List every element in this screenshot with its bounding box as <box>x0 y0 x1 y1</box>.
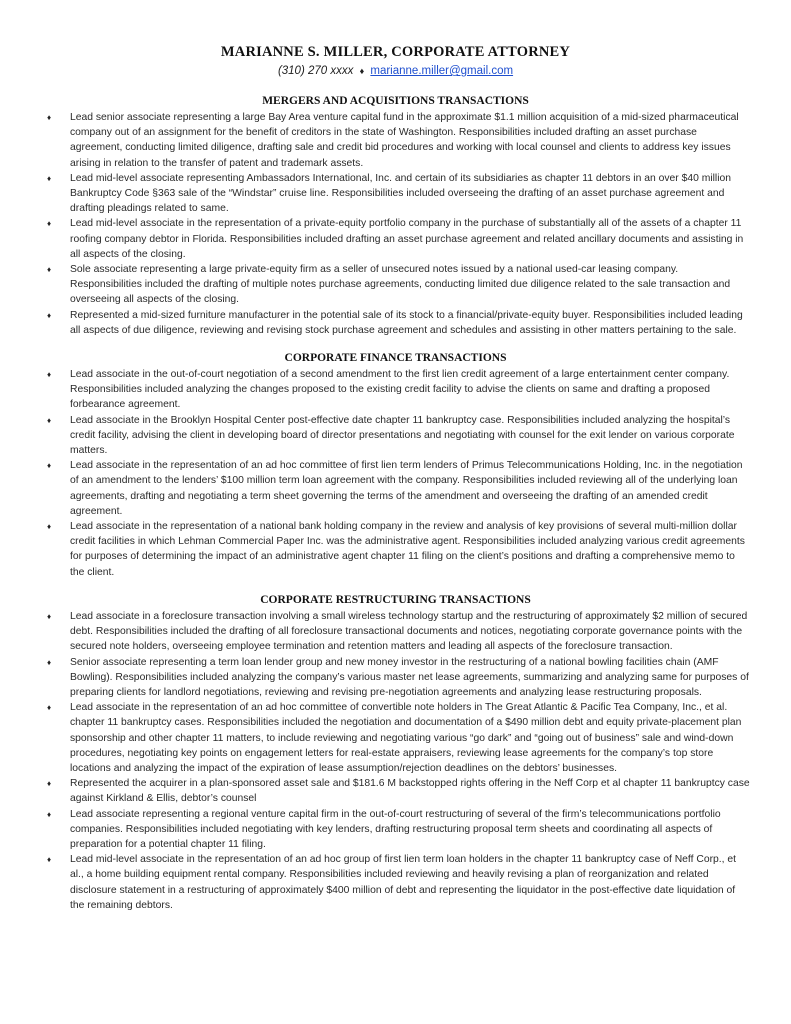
diamond-bullet-icon: ♦ <box>47 310 52 320</box>
email-link[interactable]: marianne.miller@gmail.com <box>370 65 514 77</box>
list-item <box>40 110 751 171</box>
diamond-bullet-icon: ♦ <box>47 461 52 471</box>
list-item-text: Lead mid-level associate representing Ambassadors International, Inc. and certain of its subsidiaries as chapter 11 debtors in an over $40 million Bankruptcy Code §363 sale of the “Windstar” cruise line. Responsibilities included overseeing the drafting of an asset purchase agreement and drafting pleadings related to same. <box>70 172 732 215</box>
list-item-text: Lead mid-level associate in the representation of a private-equity portfolio company in the purchase of substantially all of the assets of a chapter 11 roofing company debtor in Florida. Responsibilities included drafting an asset purchase agreement and related ancillary documents and assisting in all aspects of the closing. <box>70 218 744 260</box>
list-item <box>40 655 751 701</box>
list-item-text: Lead associate representing a regional venture capital firm in the out-of-court restructuring of several of the firm’s telecommunications portfolio companies. Responsibilities included negotiating with key lenders, drafting restructuring proposal term sheets and coordinating all aspects of preparation for a potential chapter 11 filing. <box>70 808 721 850</box>
list-item <box>40 519 751 580</box>
list-item <box>40 262 751 308</box>
list-item-text: Lead associate in the representation of a national bank holding company in the review and analysis of key provisions of several multi-million dollar credit facilities in which Lehman Commercial Paper Inc. was the administrative agent. Responsibilities included analyzing various credit agreements for purposes of determining the impact of an administrative agent chapter 11 filing on the client’s positions and drafting a comprehensive memo to the client. <box>70 521 745 578</box>
list-item <box>40 609 751 655</box>
list-item <box>40 171 751 217</box>
list-item-text: Lead mid-level associate in the representation of an ad hoc group of first lien term loan holders in the chapter 11 bankruptcy case of Neff Corp., et al., a home building equipment rental company. Responsibilities included reviewing and heavily revising a plan of reorganization and related disclosure statement in a restructuring of approximately $400 million of debt and representing the liquidator in the post-effective date liquidation of the remaining debtors. <box>70 854 737 911</box>
list-item-text: Represented a mid-sized furniture manufacturer in the potential sale of its stock to a financial/private-equity buyer. Responsibilities included leading all aspects of due diligence, reviewing and revising stock purchase agreement and schedules and assisting in other matters pertaining to the sale. <box>70 309 743 336</box>
diamond-bullet-icon: ♦ <box>47 809 52 819</box>
list-item <box>40 807 751 853</box>
section-title: CORPORATE RESTRUCTURING TRANSACTIONS <box>260 593 531 606</box>
list-item-text: Senior associate representing a term loan lender group and new money investor in the restructuring of a national bowling facilities chain (AMF Bowling). Responsibilities included analyzing the company’s various master net lease agreements, summarizing and analyzing same for purposes of preparing clients for landlord negotiations, reviewing and revising pre-negotiation agreements and analyzing lease restructuring proposals. <box>70 656 749 698</box>
diamond-bullet-icon: ♦ <box>47 522 52 532</box>
sections-container <box>40 95 751 913</box>
diamond-bullet-icon: ♦ <box>47 415 52 425</box>
phone-number: (310) 270 xxxx <box>277 65 354 77</box>
list-item-text: Lead senior associate representing a large Bay Area venture capital fund in the approximate $1.1 million acquisition of a mid-sized pharmaceutical company out of an assignment for the benefit of creditors in the state of Washington. Responsibilities included drafting an asset purchase agreement, conducting limited diligence, drafting sale and credit bid procedures and working with local counsel and clients to address key issues arising in relation to the transfer of patent and trademark assets. <box>70 112 739 169</box>
list-item-text: Lead associate in the out-of-court negotiation of a second amendment to the first lien credit agreement of a large entertainment center company. Responsibilities included analyzing the changes proposed to the existing credit facility to advise the clients on same and drafting a proposed forbearance agreement. <box>70 369 730 411</box>
section-list <box>40 609 751 913</box>
diamond-separator-icon: ♦ <box>359 66 365 76</box>
list-item <box>40 216 751 262</box>
section-title: MERGERS AND ACQUISITIONS TRANSACTIONS <box>262 95 529 107</box>
list-item <box>40 458 751 519</box>
list-item-text: Lead associate in the representation of an ad hoc committee of convertible note holders in The Great Atlantic & Pacific Tea Company, Inc., et al. chapter 11 bankruptcy cases. Responsibilities included the negotiation and documentation of a $490 million debt and equity private-placement plan sponsorship and other chapter 11 matters, to include reviewing and negotiating various “go dark” and “going out of business” sale and wind-down procedures, negotiating key points on engagement letters for real-estate appraisers, reviewing lease agreements for the company’s top store locations and analyzing the impact of the expiration of lease assumption/rejection deadlines on the debtors’ businesses. <box>70 702 742 774</box>
list-item-text: Represented the acquirer in a plan-sponsored asset sale and $181.6 M backstopped rights offering in the Neff Corp et al chapter 11 bankruptcy case against Kirkland & Ellis, debtor’s counsel <box>70 778 750 805</box>
contact-line <box>40 65 751 77</box>
list-item <box>40 776 751 806</box>
candidate-name: MARIANNE S. MILLER, CORPORATE ATTORNEY <box>220 44 571 60</box>
diamond-bullet-icon: ♦ <box>47 855 52 865</box>
diamond-bullet-icon: ♦ <box>47 265 52 275</box>
list-item <box>40 367 751 413</box>
list-item-text: Sole associate representing a large private-equity firm as a seller of unsecured notes issued by a national used-car leasing company. Responsibilities included the drafting of multiple notes purchase agreements, conducting limited due diligence related to the sale transaction and overseeing all aspects of the closing. <box>70 264 731 306</box>
diamond-bullet-icon: ♦ <box>47 173 52 183</box>
diamond-bullet-icon: ♦ <box>47 657 52 667</box>
diamond-bullet-icon: ♦ <box>47 370 52 380</box>
list-item <box>40 700 751 776</box>
diamond-bullet-icon: ♦ <box>47 219 52 229</box>
section-title: CORPORATE FINANCE TRANSACTIONS <box>284 352 507 365</box>
list-item <box>40 413 751 459</box>
diamond-bullet-icon: ♦ <box>47 703 52 713</box>
diamond-bullet-icon: ♦ <box>47 113 52 122</box>
list-item-text: Lead associate in a foreclosure transaction involving a small wireless technology startup and the restructuring of approximately $2 million of secured debt. Responsibilities included the drafting of all foreclosure transactional documents and notices, negotiating corporate governance points with the secured note holders, overseeing employee termination and retention matters and leading all aspects of the foreclosure transaction. <box>70 610 748 653</box>
list-item-text: Lead associate in the Brooklyn Hospital Center post-effective date chapter 11 bankruptcy case. Responsibilities included analyzing the hospital’s credit facility, advising the client in developing board of director presentations and negotiating with counsel for the exit lender on various corporate matters. <box>70 414 735 457</box>
list-item-text: Lead associate in the representation of an ad hoc committee of first lien term lenders of Primus Telecommunications Holding, Inc. in the negotiation of an amendment to the lenders’ $100 million term loan agreement with the company. Responsibilities included reviewing all of the underlying loan agreements, drafting and negotiating a term sheet governing the terms of the amendment and overseeing the drafting of an amended credit agreement. <box>70 460 743 517</box>
diamond-bullet-icon: ♦ <box>47 611 52 621</box>
diamond-bullet-icon: ♦ <box>47 779 52 789</box>
section-list <box>40 367 751 580</box>
list-item <box>40 852 751 913</box>
list-item <box>40 308 751 338</box>
section-list <box>40 110 751 338</box>
